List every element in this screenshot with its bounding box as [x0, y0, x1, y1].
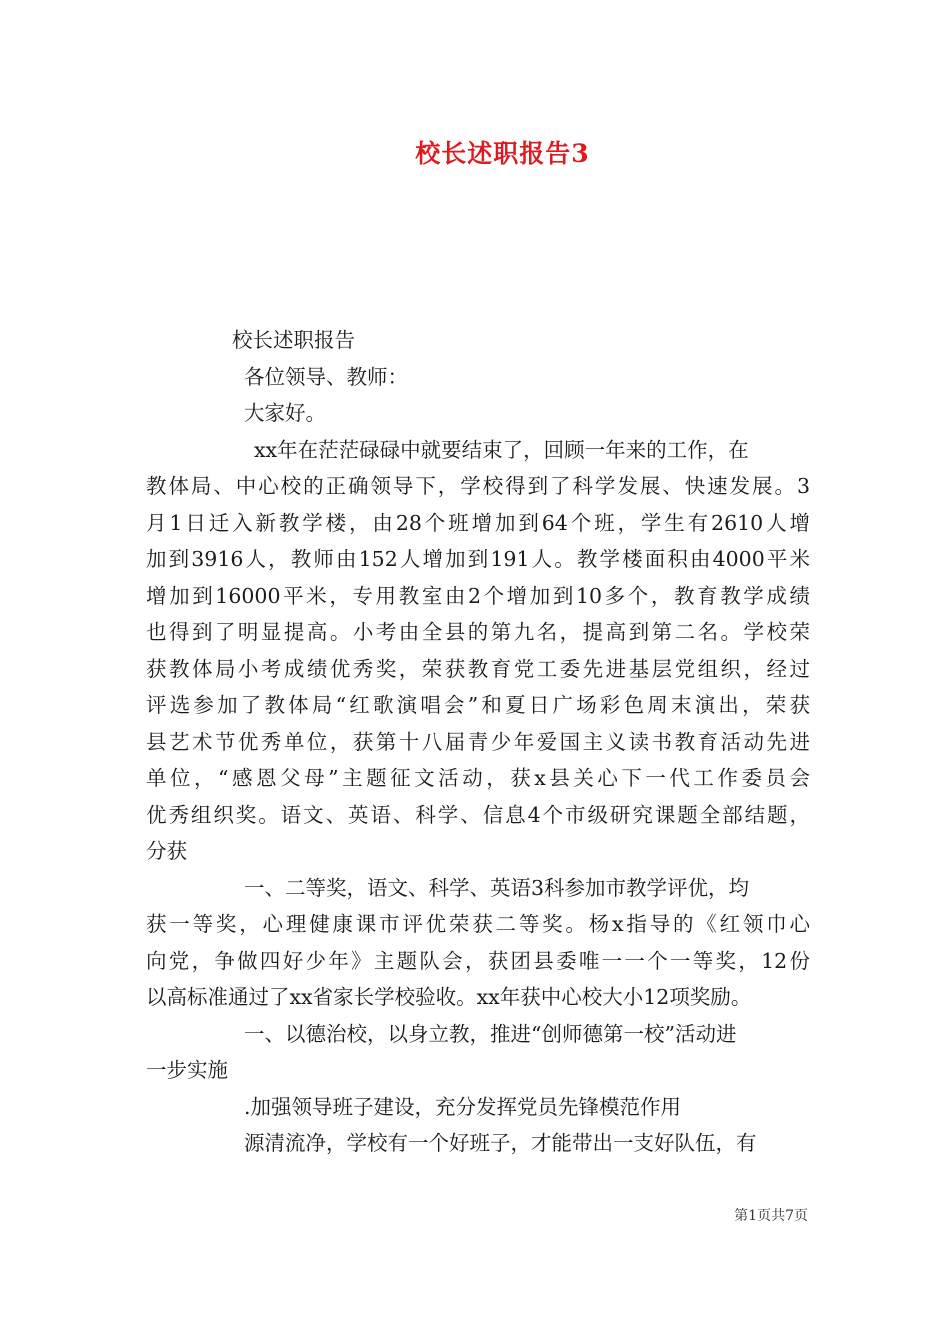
- paragraph-line: 增加到16000平米，专用教室由2个增加到10多个，教育教学成绩: [146, 583, 810, 608]
- paragraph-line: 一步实施: [146, 1058, 228, 1082]
- paragraph-line: 大家好。: [244, 401, 326, 425]
- paragraph-line: 优秀组织奖。语文、英语、科学、信息4个市级研究课题全部结题，: [146, 802, 810, 827]
- document-title: 校长述职报告3: [415, 139, 590, 168]
- paragraph-line: 教体局、中心校的正确领导下，学校得到了科学发展、快速发展。3: [146, 474, 810, 498]
- paragraph-line: 获一等奖，心理健康课市评优荣获二等奖。杨x指导的《红领巾心: [146, 912, 810, 936]
- paragraph-line: 以高标准通过了xx省家长学校验收。xx年获中心校大小12项奖励。: [146, 985, 752, 1009]
- section-heading: .加强领导班子建设，充分发挥党员先锋模范作用: [244, 1094, 682, 1119]
- paragraph-line: 各位领导、教师：: [244, 364, 408, 389]
- paragraph-line: 县艺术节优秀单位，获第十八届青少年爱国主义读书教育活动先进: [146, 729, 810, 754]
- paragraph-line: 也得到了明显提高。小考由全县的第九名，提高到第二名。学校荣: [146, 620, 810, 644]
- paragraph-line: 校长述职报告: [232, 328, 355, 352]
- paragraph-line: 单位，“感恩父母”主题征文活动，获x县关心下一代工作委员会: [146, 766, 810, 790]
- paragraph-line: 获教体局小考成绩优秀奖，荣获教育党工委先进基层党组织，经过: [146, 656, 810, 681]
- document-body: [146, 322, 810, 1162]
- paragraph-line: 向党，争做四好少年》主题队会，获团县委唯一一个一等奖，12份: [146, 948, 810, 973]
- paragraph-line: 分获: [146, 839, 187, 863]
- paragraph-line: 加到3916人，教师由152人增加到191人。教学楼面积由4000平米: [146, 547, 810, 571]
- page-number: 第1页共7页: [734, 1208, 808, 1224]
- paragraph-line: 一、以德治校，以身立教，推进“创师德第一校”活动进: [244, 1021, 737, 1046]
- paragraph-line: 源清流净，学校有一个好班子，才能带出一支好队伍，有: [244, 1131, 757, 1155]
- paragraph-line: 一、二等奖，语文、科学、英语3科参加市教学评优，均: [244, 875, 750, 900]
- paragraph-line: 评选参加了教体局“红歌演唱会”和夏日广场彩色周末演出，荣获: [146, 693, 810, 717]
- paragraph-line: xx年在茫茫碌碌中就要结束了，回顾一年来的工作，在: [254, 437, 749, 462]
- paragraph-line: 月1日迁入新教学楼，由28个班增加到64个班，学生有2610人增: [146, 510, 810, 535]
